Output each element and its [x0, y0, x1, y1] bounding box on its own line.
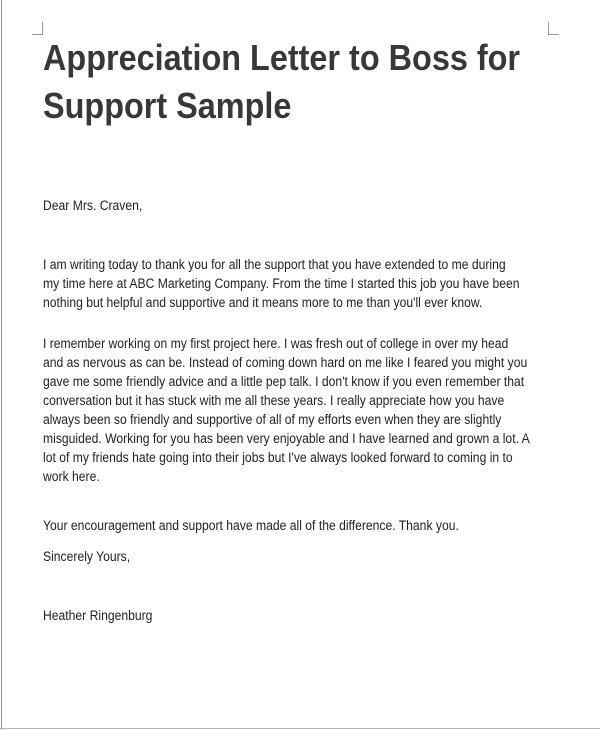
paragraph-line: my time here at ABC Marketing Company. From the time I started this job you have been: [43, 276, 520, 291]
paragraph-line: Your encouragement and support have made all of the difference. Thank you.: [43, 518, 459, 533]
page-bottom-border: [0, 728, 600, 729]
paragraph-line: and as nervous as can be. Instead of coming down hard on me like I feared you might you: [43, 355, 528, 370]
paragraph-line: I am writing today to thank you for all the support that you have extended to me during: [43, 257, 506, 272]
paragraph-line: gave me some friendly advice and a little pep talk. I don't know if you even remember that: [43, 374, 525, 389]
page-left-border: [1, 0, 2, 730]
title-line: Appreciation Letter to Boss for: [43, 37, 521, 78]
margin-corner-top-left: [32, 22, 43, 35]
paragraph-encouragement: [43, 516, 547, 535]
signature: [43, 606, 547, 625]
paragraph-line: I remember working on my first project here. I was fresh out of college in over my head: [43, 336, 509, 351]
paragraph-line: lot of my friends hate going into their jobs but I've always looked forward to coming in to: [43, 450, 513, 465]
title-line: Support Sample: [43, 85, 292, 126]
salutation: [43, 196, 547, 215]
paragraph-thanks: [43, 255, 547, 312]
paragraph-line: misguided. Working for you has been very enjoyable and I have learned and grown a lot. A: [43, 431, 530, 446]
closing: [43, 547, 547, 566]
paragraph-memory: [43, 334, 547, 486]
closing-text: Sincerely Yours,: [43, 549, 131, 564]
paragraph-line: always been so friendly and supportive of all of my efforts even when they are slightly: [43, 412, 502, 427]
page-title: [43, 34, 563, 130]
paragraph-line: nothing but helpful and supportive and it means more to me than you'll ever know.: [43, 295, 483, 310]
paragraph-line: work here.: [43, 469, 100, 484]
paragraph-line: conversation but it has stuck with me all these years. I really appreciate how you have: [43, 393, 505, 408]
salutation-text: Dear Mrs. Craven,: [43, 198, 143, 213]
signature-name: Heather Ringenburg: [43, 608, 153, 623]
